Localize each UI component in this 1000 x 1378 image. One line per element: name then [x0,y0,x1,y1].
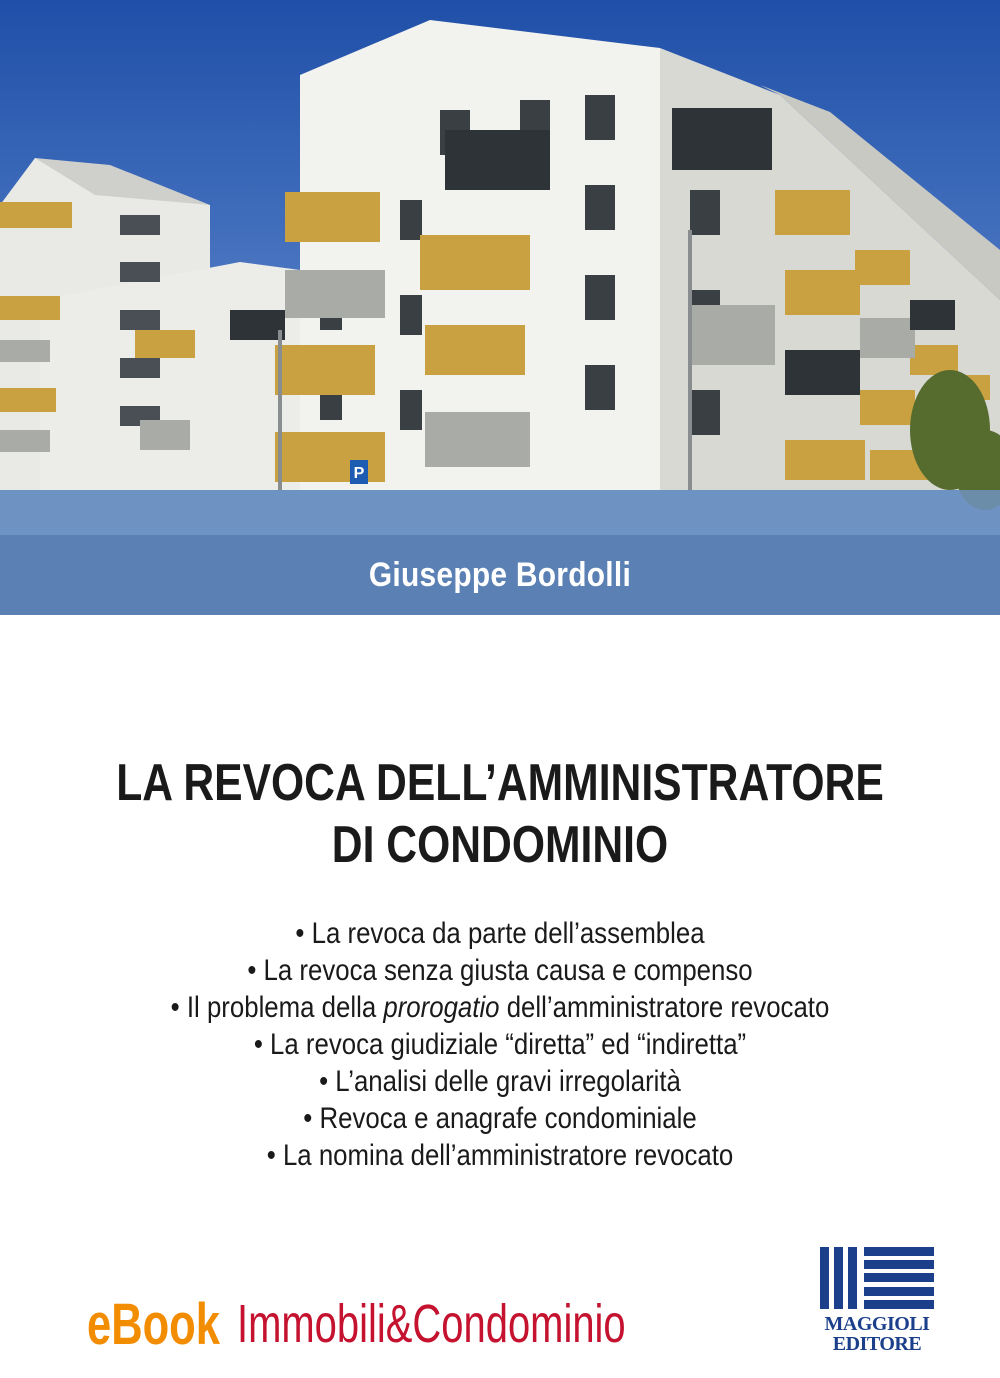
maggioli-logo-icon [818,1245,936,1311]
building-illustration [0,0,1000,535]
series-name: Immobili&Condominio [237,1294,626,1354]
title-line-2: DI CONDOMINIO [331,816,669,874]
cover-photo-apartment-buildings [0,0,1000,535]
topic-list [0,915,1000,1174]
publisher-subtitle: EDITORE [832,1333,922,1355]
author-band [0,535,1000,615]
parking-sign: P [353,465,365,482]
publisher-name: MAGGIOLI [824,1313,930,1335]
topic-item: • La revoca senza giusta causa e compenso [247,954,753,987]
author-name: Giuseppe Bordolli [368,555,632,594]
publisher-logo [818,1245,936,1357]
topic-item: • La revoca da parte dell’assemblea [295,917,705,950]
topic-item: • L’analisi delle gravi irregolarità [319,1065,681,1098]
ebook-label: eBook [87,1291,220,1357]
topic-item: • La revoca giudiziale “diretta” ed “indiretta” [253,1028,747,1061]
title-line-1: LA REVOCA DELL’AMMINISTRATORE [116,754,884,812]
topic-item: • La nomina dell’amministratore revocato [266,1139,734,1172]
book-title [0,752,1000,876]
series-label [87,1290,762,1358]
topic-item: • Il problema della prorogatio dell’amministratore revocato [170,991,830,1024]
topic-item: • Revoca e anagrafe condominiale [303,1102,697,1135]
